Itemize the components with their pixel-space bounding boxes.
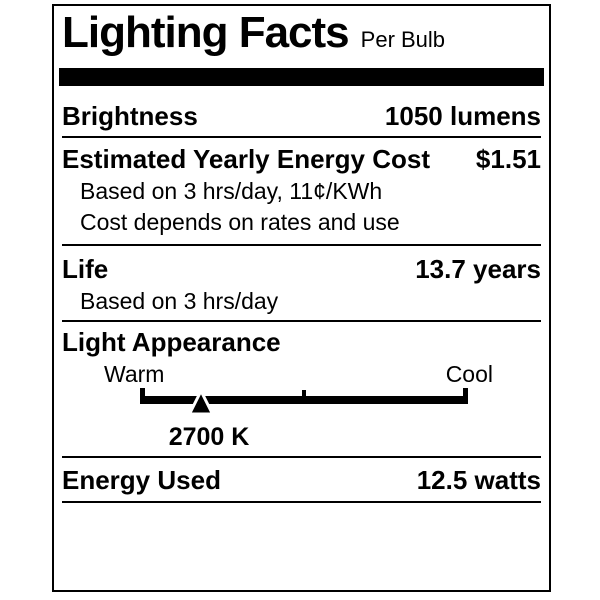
color-temperature-marker-icon	[188, 389, 214, 416]
brightness-label: Brightness	[62, 101, 198, 131]
life-value: 13.7 years	[415, 254, 541, 284]
scale-tick-left	[140, 388, 145, 404]
energy-used-label: Energy Used	[62, 465, 221, 495]
light-appearance-heading: Light Appearance	[62, 327, 281, 357]
label-title: Lighting Facts	[62, 8, 349, 57]
light-appearance-section	[62, 322, 541, 458]
energy-used-row	[62, 458, 541, 503]
label-header	[62, 6, 541, 58]
header-divider-bar	[59, 68, 544, 86]
scale-warm-label: Warm	[104, 361, 165, 387]
life-note-basis: Based on 3 hrs/day	[80, 288, 279, 314]
life-row	[62, 252, 541, 286]
scale-tick-middle	[302, 390, 306, 404]
brightness-row	[62, 98, 541, 138]
life-label: Life	[62, 254, 109, 284]
life-section	[62, 246, 541, 322]
energy-cost-note-basis: Based on 3 hrs/day, 11¢/KWh	[80, 178, 383, 204]
energy-cost-section	[62, 138, 541, 246]
energy-cost-label: Estimated Yearly Energy Cost	[62, 144, 431, 174]
color-temperature-scale	[62, 360, 541, 456]
energy-used-value: 12.5 watts	[416, 465, 541, 495]
lighting-facts-label	[52, 4, 551, 592]
energy-cost-value: $1.51	[475, 144, 541, 174]
scale-cool-label: Cool	[445, 361, 493, 387]
energy-cost-note-disclaimer: Cost depends on rates and use	[80, 209, 400, 235]
color-temperature-value: 2700 K	[168, 423, 250, 451]
energy-cost-row	[62, 142, 541, 176]
brightness-value: 1050 lumens	[384, 101, 541, 131]
scale-tick-right	[463, 388, 468, 404]
label-subtitle: Per Bulb	[360, 27, 446, 52]
